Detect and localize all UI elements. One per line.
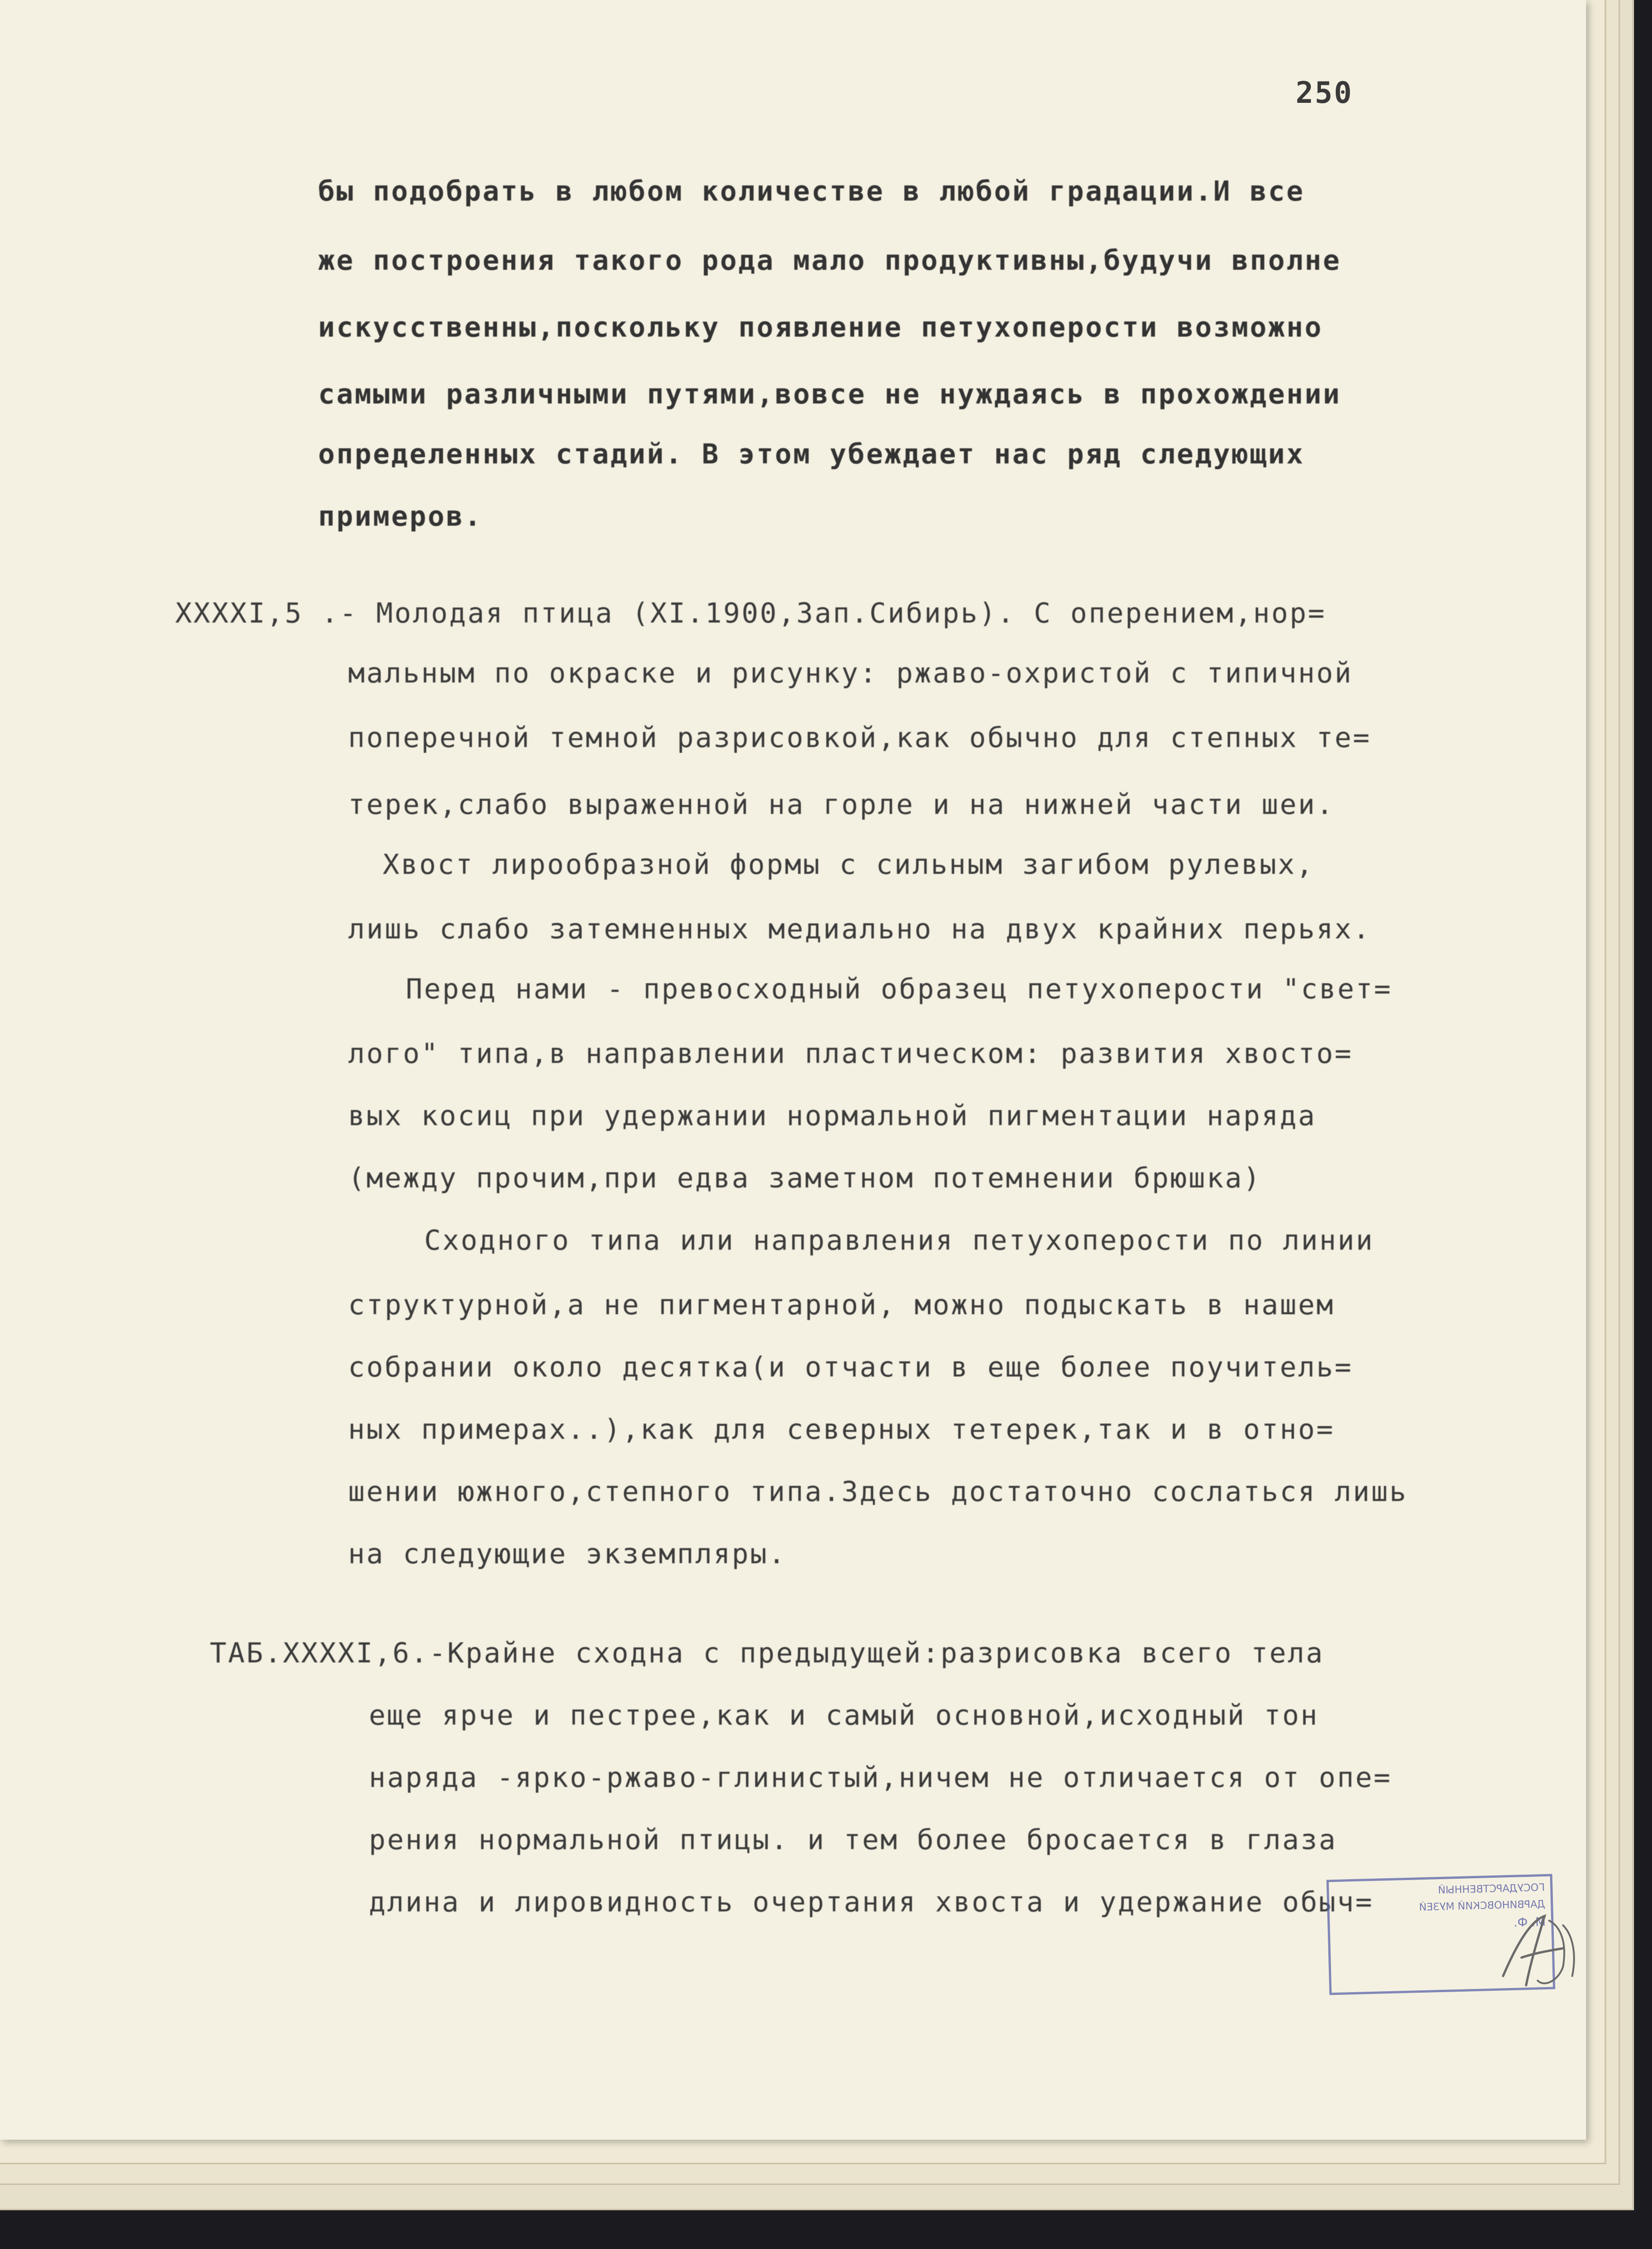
text-line: на следующие экземпляры.	[348, 1538, 787, 1570]
text-line: бы подобрать в любом количестве в любой градации.И все	[318, 175, 1305, 208]
text-line: Перед нами - превосходный образец петухоперости "свет=	[406, 973, 1392, 1005]
text-line: определенных стадий. В этом убеждает нас ряд следующих	[318, 438, 1305, 470]
text-line: рения нормальной птицы. и тем более бросается в глаза	[369, 1824, 1338, 1856]
text-line: же построения такого рода мало продуктивны,будучи вполне	[318, 244, 1341, 277]
handwritten-signature	[1494, 1907, 1581, 1994]
text-line: лишь слабо затемненных медиально на двух крайних перьях.	[348, 913, 1371, 945]
text-line: наряда -ярко-ржаво-глинистый,ничем не отличается от опе=	[369, 1762, 1392, 1794]
text-line: структурной,а не пигментарной, можно подыскать в нашем	[348, 1289, 1335, 1321]
text-line: ных примерах..),как для северных тетерек,так и в отно=	[348, 1413, 1335, 1446]
text-line: (между прочим,при едва заметном потемнении брюшка)	[348, 1162, 1262, 1194]
stamp-line: М. Ф.	[1513, 1915, 1546, 1930]
text-line: искусственны,поскольку появление петухоперости возможно	[318, 311, 1323, 344]
page-number: 250	[1296, 76, 1353, 110]
stamp-line: ГОСУДАРСТВЕННЫЙ	[1438, 1882, 1545, 1897]
text-line: самыми различными путями,вовсе не нуждаясь в прохождении	[318, 378, 1341, 410]
text-line: лого" типа,в направлении пластическом: развития хвосто=	[348, 1038, 1353, 1070]
text-line: примеров.	[318, 500, 483, 533]
text-line: XXXXI,5 .- Молодая птица (XI.1900,Зап.Сибирь). С оперением,нор=	[175, 597, 1326, 629]
text-line: собрании около десятка(и отчасти в еще более поучитель=	[348, 1351, 1353, 1383]
stamp-line: ДАРВИНОВСКИЙ МУЗЕЙ	[1419, 1899, 1545, 1914]
text-line: Сходного типа или направления петухоперости по линии	[424, 1224, 1374, 1257]
text-line: длина и лировидность очертания хвоста и удержание обыч=	[369, 1886, 1374, 1918]
text-line: шении южного,степного типа.Здесь достаточно сослаться лишь	[348, 1476, 1408, 1508]
text-line: терек,слабо выраженной на горле и на нижней части шеи.	[348, 789, 1335, 821]
text-line: Хвост лирообразной формы с сильным загибом рулевых,	[383, 849, 1314, 881]
text-line: ТАБ.XXXXI,6.-Крайне сходна с предыдущей:разрисовка всего тела	[210, 1637, 1325, 1669]
text-line: мальным по окраске и рисунку: ржаво-охристой с типичной	[348, 657, 1353, 689]
text-line: еще ярче и пестрее,как и самый основной,исходный тон	[369, 1699, 1319, 1732]
text-line: вых косиц при удержании нормальной пигментации наряда	[348, 1100, 1317, 1132]
text-line: поперечной темной разрисовкой,как обычно для степных те=	[348, 722, 1371, 754]
